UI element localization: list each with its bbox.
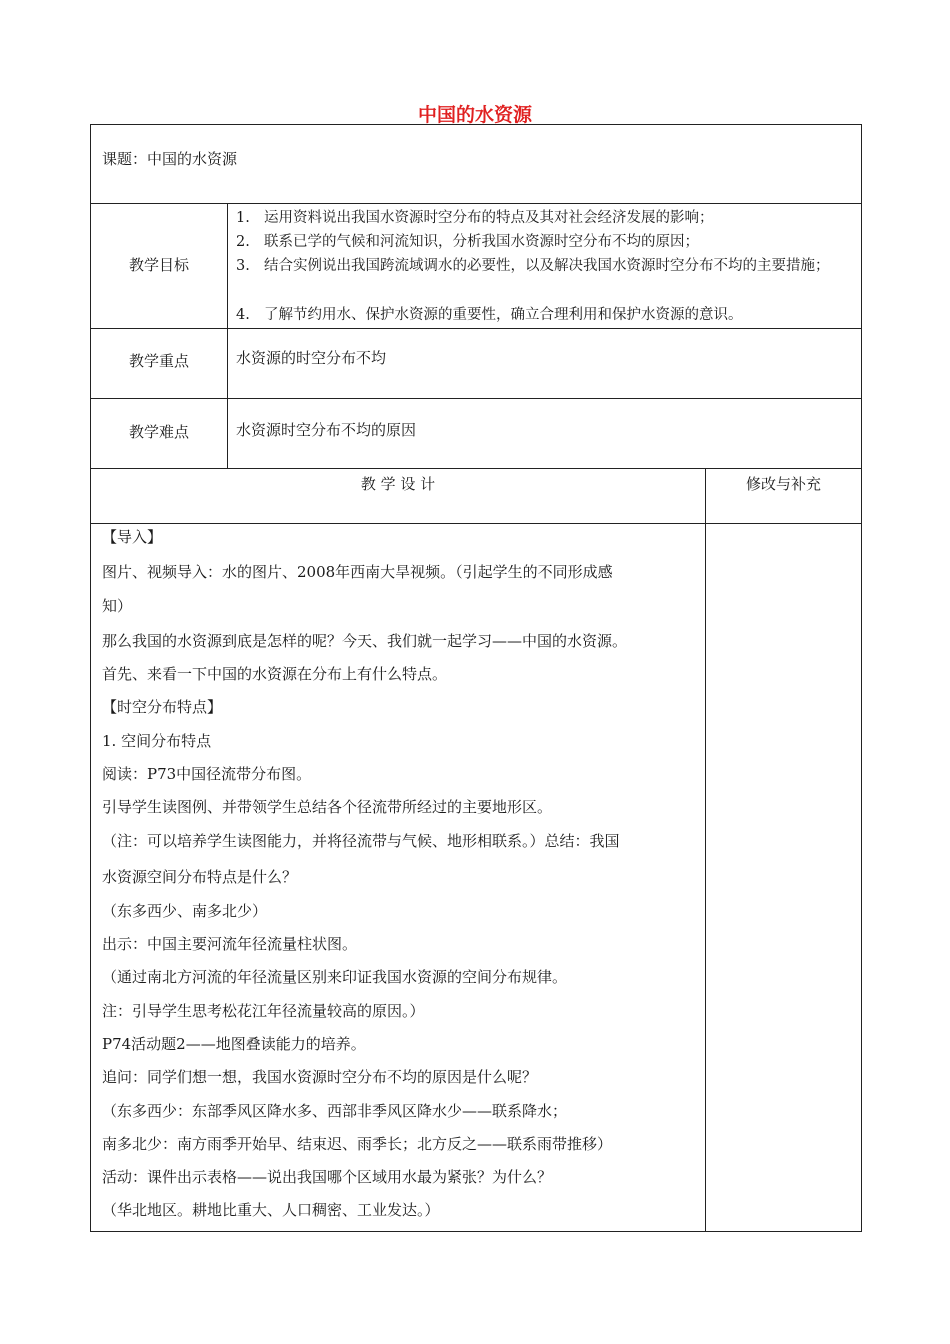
body-line: （东多西少、南多北少）	[102, 902, 268, 920]
column-divider	[227, 203, 228, 468]
topic-text: 课题：中国的水资源	[102, 150, 238, 168]
body-line: 引导学生读图例、并带领学生总结各个径流带所经过的主要地形区。	[102, 798, 553, 816]
body-line: 阅读：P73中国径流带分布图。	[102, 765, 312, 783]
body-line: P74活动题2——地图叠读能力的培养。	[102, 1035, 366, 1053]
objective-number: 3.	[236, 258, 250, 274]
key-point-label: 教学重点	[128, 352, 189, 370]
body-line: 注：引导学生思考松花江年径流量较高的原因。）	[102, 1002, 425, 1020]
body-line: 【时空分布特点】	[102, 698, 223, 716]
objective-text: 结合实例说出我国跨流域调水的必要性，以及解决我国水资源时空分布不均的主要措施；	[264, 258, 830, 274]
body-line: （东多西少：东部季风区降水多、西部非季风区降水少——联系降水；	[102, 1102, 568, 1120]
row-divider	[90, 468, 862, 469]
body-line: （华北地区。耕地比重大、人口稠密、工业发达。）	[102, 1201, 440, 1219]
difficulty-label: 教学难点	[128, 423, 189, 441]
row-divider	[90, 203, 862, 204]
body-line: 水资源空间分布特点是什么？	[102, 868, 298, 886]
objective-item	[236, 230, 852, 254]
objective-number: 1.	[236, 210, 250, 226]
body-line: 1. 空间分布特点	[102, 732, 212, 750]
row-divider	[90, 523, 862, 524]
key-point-text: 水资源的时空分布不均	[236, 349, 387, 367]
objective-text: 运用资料说出我国水资源时空分布的特点及其对社会经济发展的影响；	[264, 210, 714, 226]
row-divider	[90, 328, 862, 329]
objective-number: 2.	[236, 234, 250, 250]
body-line: 活动：课件出示表格——说出我国哪个区域用水最为紧张？为什么？	[102, 1168, 553, 1186]
objective-item	[236, 206, 852, 230]
column-divider	[705, 468, 706, 1232]
body-line: （注：可以培养学生读图能力，并将径流带与气候、地形相联系。）总结：我国	[102, 832, 620, 850]
body-line: 出示：中国主要河流年径流量柱状图。	[102, 935, 358, 953]
objective-item	[236, 303, 852, 327]
objective-item	[236, 254, 852, 278]
body-line: （通过南北方河流的年径流量区别来印证我国水资源的空间分布规律。	[102, 968, 568, 986]
body-line: 南多北少：南方雨季开始早、结束迟、雨季长；北方反之——联系雨带推移）	[102, 1135, 613, 1153]
objective-text: 了解节约用水、保护水资源的重要性，确立合理利用和保护水资源的意识。	[264, 307, 743, 323]
body-line: 知）	[102, 597, 133, 615]
body-line: 那么我国的水资源到底是怎样的呢？今天、我们就一起学习——中国的水资源。	[102, 632, 628, 650]
body-line: 【导入】	[102, 528, 163, 546]
document-title: 中国的水资源	[417, 104, 532, 126]
difficulty-text: 水资源时空分布不均的原因	[236, 421, 417, 439]
design-header: 教 学 设 计	[360, 475, 436, 493]
objectives-label: 教学目标	[128, 256, 189, 274]
objective-number: 4.	[236, 307, 250, 323]
body-line: 追问：同学们想一想，我国水资源时空分布不均的原因是什么呢？	[102, 1068, 538, 1086]
body-line: 首先、来看一下中国的水资源在分布上有什么特点。	[102, 665, 448, 683]
row-divider	[90, 398, 862, 399]
revision-header: 修改与补充	[745, 475, 821, 493]
objective-text: 联系已学的气候和河流知识，分析我国水资源时空分布不均的原因；	[264, 234, 699, 250]
body-line: 图片、视频导入：水的图片、2008年西南大旱视频。（引起学生的不同形成感	[102, 563, 613, 581]
